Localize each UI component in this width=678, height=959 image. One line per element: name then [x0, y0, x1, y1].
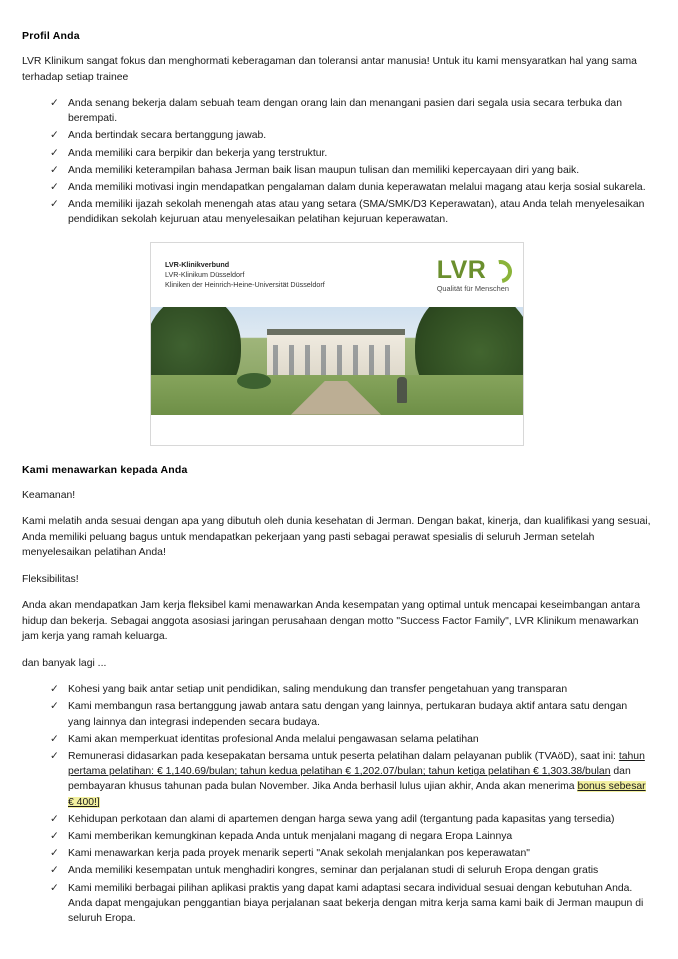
- check-icon: ✓: [50, 181, 59, 194]
- check-icon: ✓: [50, 864, 59, 877]
- list-item-text: Kami membangun rasa bertanggung jawab antara satu dengan yang lainnya, pertukaran budaya aktif antara satu dengan yang lainnya dan integrasi independen secara budaya.: [68, 701, 628, 728]
- list-item-text: Kehidupan perkotaan dan alami di apartemen dengan harga sewa yang adil (tergantung pada kapasitas yang tersedia): [68, 813, 615, 825]
- check-icon: ✓: [50, 198, 59, 211]
- offer-paragraph-flexibility: Anda akan mendapatkan Jam kerja fleksibel kami menawarkan Anda kesempatan yang optimal untuk mencapai keseimbangan antara hidup dan bekerja. Sebagai anggota asosiasi jaringan perusahaan dengan motto "Success Factor Family", LVR Klinikum menawarkan jam kerja yang ramah keluarga.: [22, 600, 641, 643]
- clinic-name-line-1: LVR-Klinikverbund: [165, 259, 230, 269]
- list-item-text: Kami memiliki berbagai pilihan aplikasi praktis yang dapat kami adaptasi secara individual sesuai dengan kebutuhan Anda. Anda dapat mengajukan penggantian biaya perjalanan saat bekerja dengan mitra kerja sama kami baik di Jerman maupun di seluruh Eropa.: [68, 882, 644, 924]
- list-item: [50, 846, 652, 861]
- remuneration-rates: tahun pertama pelatihan: € 1,140.69/bulan; tahun kedua pelatihan € 1,202.07/bulan; tahun ketiga pelatihan € 1,303.38/bulan: [68, 750, 645, 778]
- list-item-text: Kami menawarkan kerja pada proyek menarik seperti "Anak sekolah menjalankan pos keperawatan": [68, 848, 530, 860]
- clinic-figure: [22, 242, 652, 446]
- remuneration-bonus-highlight: bonus sebesar € 400!]: [68, 781, 646, 808]
- list-item: [50, 699, 652, 729]
- lvr-tagline: Qualität für Menschen: [436, 283, 509, 293]
- list-item: [50, 197, 652, 227]
- clinic-name-line-2: LVR-Klinikum Düsseldorf: [165, 269, 245, 279]
- list-item: [50, 881, 652, 927]
- check-icon: ✓: [50, 97, 59, 109]
- remuneration-mid: dan pembayaran khusus tahunan pada bulan November. Jika Anda berhasil lulus ujian akhir, Anda akan menerima: [68, 766, 631, 793]
- clinic-photo: [151, 307, 523, 415]
- lvr-logo: [437, 257, 509, 293]
- list-item-text: Anda bertindak secara bertanggung jawab.: [68, 130, 267, 142]
- check-icon: ✓: [50, 829, 59, 842]
- list-item-remuneration: [50, 749, 652, 810]
- clinic-name-line-3: Kliniken der Heinrich-Heine-Universität Düsseldorf: [165, 279, 325, 289]
- offer-benefits-list: [22, 682, 652, 926]
- figure-caption-band: [151, 415, 523, 445]
- remuneration-lead: Remunerasi didasarkan pada kesepakatan bersama untuk peserta pelatihan dalam pelayanan publik (TVAöD), saat ini:: [68, 750, 616, 762]
- check-icon: ✓: [50, 163, 59, 176]
- section-title-offer: Kami menawarkan kepada Anda: [22, 463, 188, 476]
- list-item: [50, 829, 652, 844]
- logo-band: [151, 243, 523, 307]
- check-icon: ✓: [50, 700, 59, 713]
- check-icon: ✓: [50, 732, 59, 745]
- check-icon: ✓: [50, 847, 59, 860]
- check-icon: ✓: [50, 129, 59, 142]
- statue-decoration: [397, 377, 407, 403]
- lvr-logo-mark: [437, 257, 508, 283]
- check-icon: ✓: [50, 881, 59, 894]
- list-item: [50, 146, 652, 161]
- check-icon: ✓: [50, 749, 59, 762]
- list-item-text: Kami akan memperkuat identitas profesional Anda melalui pengawasan selama pelatihan: [68, 733, 479, 745]
- check-icon: ✓: [50, 146, 59, 159]
- list-item: [50, 682, 652, 697]
- list-item-text: Kohesi yang baik antar setiap unit pendidikan, saling mendukung dan transfer pengetahuan yang transparan: [68, 684, 568, 696]
- list-item: [50, 812, 652, 827]
- section-title-profile: Profil Anda: [22, 30, 80, 42]
- list-item: [50, 96, 652, 126]
- list-item-text: Anda memiliki ijazah sekolah menengah atas atau yang setara (SMA/SMK/D3 Keperawatan), atau Anda telah menyelesaikan pendidikan sekolah kejuruan atau menyelesaikan pelatihan kejuruan keperawatan.: [68, 199, 645, 226]
- list-item-text: Kami memberikan kemungkinan kepada Anda untuk menjalani magang di negara Eropa Lainnya: [68, 830, 513, 842]
- list-item-text: Anda memiliki cara berpikir dan bekerja yang terstruktur.: [68, 147, 328, 159]
- profile-intro-paragraph: LVR Klinikum sangat fokus dan menghormati keberagaman dan toleransi antar manusia! Untuk itu kami mensyaratkan hal yang sama terhadap setiap trainee: [22, 56, 637, 83]
- list-item: [50, 180, 652, 195]
- offer-heading-flexibility: Fleksibilitas!: [22, 573, 79, 585]
- profile-requirements-list: [22, 96, 652, 228]
- list-item: [50, 163, 652, 178]
- bush-decoration: [237, 373, 271, 389]
- list-item: [50, 732, 652, 747]
- list-item-text: Anda memiliki kesempatan untuk menghadiri kongres, seminar dan perjalanan studi di seluruh Eropa dengan gratis: [68, 865, 599, 877]
- figure-frame: [150, 242, 524, 446]
- list-item: [50, 128, 652, 143]
- list-item-text: Anda senang bekerja dalam sebuah team dengan orang lain dan menangani pasien dari segala usia secara terbuka dan berempati.: [68, 98, 622, 125]
- clinic-name-block: [165, 260, 325, 290]
- list-item-text: Anda memiliki motivasi ingin mendapatkan pengalaman dalam dunia keperawatan melalui magang atau kerja sosial sukarela.: [68, 182, 646, 194]
- lvr-wordmark: LVR: [436, 255, 487, 284]
- check-icon: ✓: [50, 683, 59, 696]
- offer-paragraph-security: Kami melatih anda sesuai dengan apa yang dibutuh oleh dunia kesehatan di Jerman. Dengan bakat, kinerja, dan kualifikasi yang sesuai, Anda memiliki peluang bagus untuk mendapatkan pekerjaan yang pasti sebagai perawat spesialis di seluruh Jerman setelah menyelesaikan pelatihan Anda!: [22, 516, 651, 559]
- offer-heading-more: dan banyak lagi ...: [22, 657, 107, 669]
- swoosh-icon: [489, 259, 507, 281]
- list-item: [50, 863, 652, 878]
- list-item-text: Anda memiliki keterampilan bahasa Jerman baik lisan maupun tulisan dan memiliki kepercayaan diri yang baik.: [68, 164, 580, 176]
- check-icon: ✓: [50, 812, 59, 825]
- offer-heading-security: Keamanan!: [22, 489, 76, 501]
